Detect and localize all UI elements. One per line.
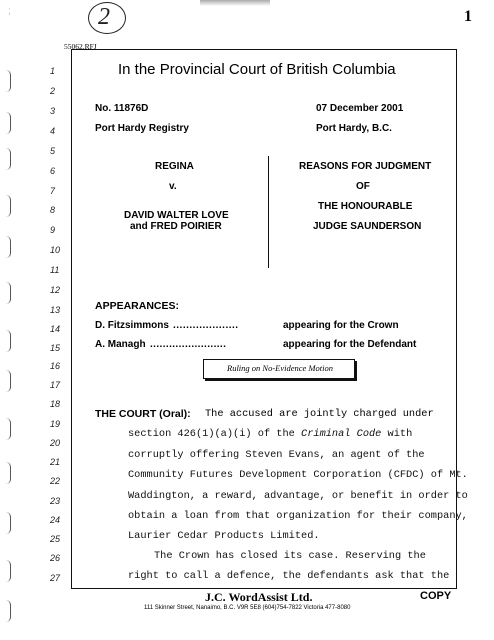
body-line-3: corruptly offering Steven Evans, an agent of the (128, 449, 425, 461)
criminal-code-title: Criminal Code (301, 428, 382, 440)
line-number: 8 (50, 205, 56, 215)
line-number: 17 (50, 380, 61, 390)
line-number: 26 (50, 553, 61, 563)
appearance-name-1: D. Fitzsimmons (95, 320, 169, 331)
page-frame-right (456, 49, 457, 589)
copy-stamp: COPY (420, 590, 452, 602)
appearance-dots-1: .................... (173, 320, 239, 331)
line-number: 12 (50, 285, 61, 295)
line-number: 23 (50, 496, 61, 506)
reasons-line-1: REASONS FOR JUDGMENT (299, 161, 432, 172)
body-line-2 (128, 428, 412, 440)
page-frame-left (71, 49, 72, 589)
line-number: 14 (50, 324, 61, 334)
vertical-divider (268, 156, 269, 268)
party-accused-2: and FRED POIRIER (130, 221, 222, 232)
page-number: 1 (464, 8, 472, 25)
registry: Port Hardy Registry (95, 123, 189, 134)
body-line-5: Waddington, a reward, advantage, or benefit in order to (128, 490, 468, 502)
speaker-label: THE COURT (Oral): (95, 408, 191, 420)
reasons-line-4: JUDGE SAUNDERSON (313, 221, 422, 232)
court-title: In the Provincial Court of British Columbia (118, 61, 396, 78)
footer-address: 111 Skinner Street, Nanaimo, B.C. V9R 5E8 (604)754-7822 Victoria 477-8080 (144, 605, 351, 611)
body-line-1: The accused are jointly charged under (205, 408, 434, 420)
line-number: 21 (50, 457, 61, 467)
party-accused-1: DAVID WALTER LOVE (124, 210, 229, 221)
body-line-6: obtain a loan from that organization for their company, (128, 510, 468, 522)
decision-date: 07 December 2001 (316, 103, 404, 114)
appearance-role-2: appearing for the Defendant (283, 339, 417, 350)
line-number: 4 (50, 126, 56, 136)
line-number: 3 (50, 106, 56, 116)
line-number: 25 (50, 534, 61, 544)
file-number: No. 11876D (95, 103, 149, 114)
circled-number-text: 2 (98, 4, 110, 30)
body-line-7: Laurier Cedar Products Limited. (128, 530, 320, 542)
body-line-8: The Crown has closed its case. Reserving the (154, 550, 426, 562)
page-frame-top (72, 49, 456, 50)
appearance-role-1: appearing for the Crown (283, 320, 399, 331)
line-number: 18 (50, 399, 61, 409)
line-number: 13 (50, 305, 61, 315)
ruling-box-label: Ruling on No-Evidence Motion (227, 363, 333, 373)
reasons-line-2: OF (356, 181, 370, 192)
line-number: 19 (50, 419, 61, 429)
body-line-2-post: with (381, 428, 413, 440)
line-number: 27 (50, 573, 61, 583)
footer-company: J.C. WordAssist Ltd. (205, 590, 313, 604)
body-line-2-pre: section 426(1)(a)(i) of the (128, 428, 302, 440)
appearance-dots-2: ........................ (150, 339, 227, 350)
party-regina: REGINA (155, 161, 194, 172)
appearances-heading: APPEARANCES: (95, 300, 180, 312)
line-number: 20 (50, 438, 61, 448)
line-number: 6 (50, 166, 56, 176)
scan-shadow (200, 0, 270, 6)
line-number: 2 (50, 86, 56, 96)
file-reference: 55062.RFJ (64, 42, 97, 51)
line-number: 5 (50, 146, 56, 156)
line-number: 11 (50, 265, 60, 275)
line-number: 9 (50, 225, 56, 235)
reasons-line-3: THE HONOURABLE (318, 201, 413, 212)
line-number: 10 (50, 245, 61, 255)
line-number: 15 (50, 343, 61, 353)
line-number: 7 (50, 186, 56, 196)
body-line-4: Community Futures Development Corporation (CFDC) of Mt. (128, 469, 468, 481)
line-number: 1 (50, 66, 56, 76)
line-number: 24 (50, 515, 61, 525)
decision-place: Port Hardy, B.C. (316, 123, 392, 134)
scan-artifact: ; (8, 6, 11, 17)
versus: v. (169, 181, 177, 192)
line-number: 16 (50, 361, 61, 371)
appearance-name-2: A. Managh (95, 339, 146, 350)
body-line-9: right to call a defence, the defendants ask that the (128, 570, 450, 582)
page-frame-bottom (71, 588, 457, 589)
line-number: 22 (50, 476, 61, 486)
